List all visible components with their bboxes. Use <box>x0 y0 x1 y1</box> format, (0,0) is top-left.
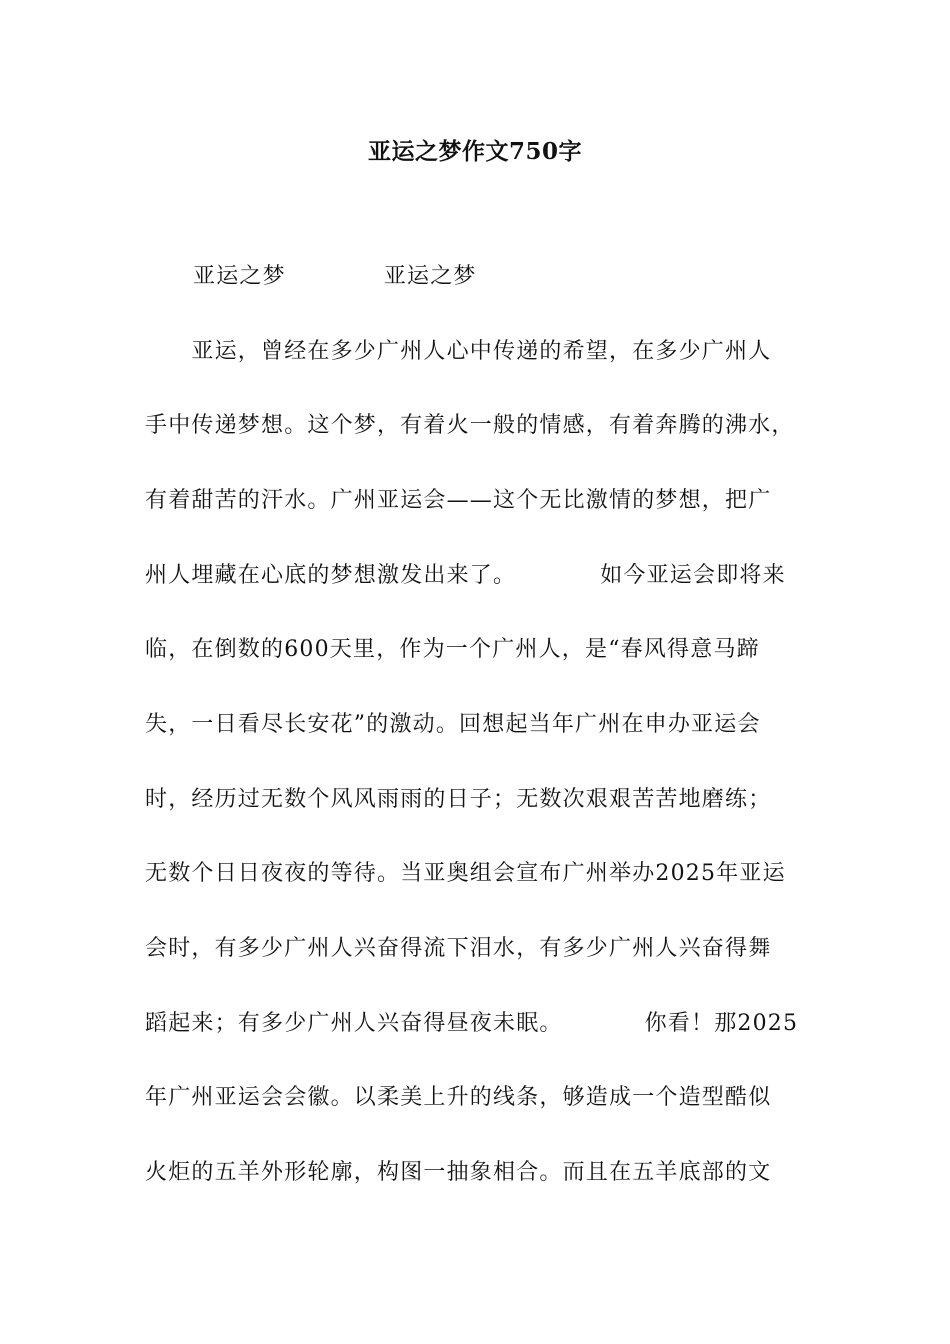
text-line: 时，经历过无数个风风雨雨的日子；无数次艰艰苦苦地磨练； <box>145 787 772 812</box>
text-line: 手中传递梦想。这个梦，有着火一般的情感，有着奔腾的沸水， <box>145 413 795 438</box>
subtitle-left: 亚运之梦 <box>193 264 286 289</box>
text-line <box>145 1009 810 1039</box>
text-segment: 如今亚运会即将来 <box>600 563 786 588</box>
subtitle-right: 亚运之梦 <box>383 264 477 289</box>
text-line: 失，一日看尽长安花”的激动。回想起当年广州在申办亚运会 <box>145 712 761 737</box>
text-line: 无数个日日夜夜的等待。当亚奥组会宣布广州举办2025年亚运 <box>145 861 786 886</box>
subtitle-line <box>145 262 810 292</box>
text-line: 年广州亚运会会徽。以柔美上升的线条，够造成一个造型酷似 <box>145 1085 772 1110</box>
text-segment: 州人埋藏在心底的梦想激发出来了。 <box>145 563 517 588</box>
text-segment: 你看！那2025 <box>644 1011 799 1036</box>
text-line: 亚运，曾经在多少广州人心中传递的希望，在多少广州人 <box>145 339 772 364</box>
document-title: 亚运之梦作文750字 <box>367 138 582 165</box>
text-line: 临，在倒数的600天里，作为一个广州人，是“春风得意马蹄 <box>145 637 760 662</box>
text-line: 会时，有多少广州人兴奋得流下泪水，有多少广州人兴奋得舞 <box>145 936 772 961</box>
text-line: 火炬的五羊外形轮廓，构图一抽象相合。而且在五羊底部的文 <box>145 1160 772 1185</box>
text-line <box>145 561 810 591</box>
text-segment: 蹈起来；有多少广州人兴奋得昼夜未眠。 <box>145 1011 563 1036</box>
text-line: 有着甜苦的汗水。广州亚运会——这个无比激情的梦想，把广 <box>145 488 772 513</box>
